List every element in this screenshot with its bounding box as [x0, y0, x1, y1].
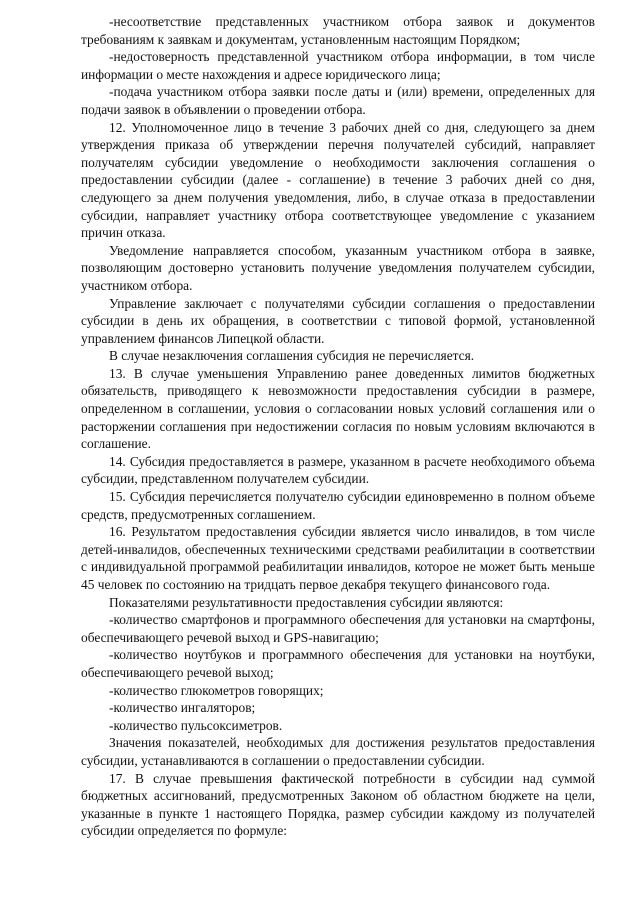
- list-item-glucometers: -количество глюкометров говорящих;: [109, 682, 324, 698]
- document-body: [81, 13, 595, 840]
- paragraph-indicators-intro: Показателями результативности предоставления субсидии являются:: [109, 594, 504, 610]
- paragraph-item-13: 13. В случае уменьшения Управлению ранее доведенных лимитов бюджетных обязательств, приводящего к невозможности предоставления субсидии в размере, определенном в соглашении, условия о согласовании новых условий соглашения или о расторжении соглашения при недостижении согласия по новым условиям включаются в соглашение.: [81, 365, 595, 452]
- list-item-inhalers: -количество ингаляторов;: [109, 700, 256, 716]
- paragraph-no-agreement: В случае незаключения соглашения субсидия не перечисляется.: [109, 348, 475, 364]
- paragraph-item-12: 12. Уполномоченное лицо в течение 3 рабочих дней со дня, следующего за днем утверждения приказа об утверждении перечня получателей субсидий, направляет получателям субсидии уведомление о необходимости заключения соглашения о предоставлении субсидии (далее - соглашение) в течение 3 рабочих дней со дня, следующего за днем получения уведомления, либо, в случае отказа в предоставлении субсидии, направляет участнику отбора соответствующее уведомление с указанием причин отказа.: [81, 119, 595, 241]
- paragraph-late-submission: -подача участником отбора заявки после даты и (или) времени, определенных для подачи заявок в объявлении о проведении отбора.: [81, 84, 595, 117]
- list-item-laptops: -количество ноутбуков и программного обеспечения для установки на ноутбуки, обеспечивающего речевой выход;: [81, 647, 595, 680]
- list-item-pulse-oximeters: -количество пульсоксиметров.: [109, 717, 283, 733]
- paragraph-item-15: 15. Субсидия перечисляется получателю субсидии единовременно в полном объеме средств, предусмотренных соглашением.: [81, 489, 595, 522]
- paragraph-nonconformity: -несоответствие представленных участником отбора заявок и документов требованиям к заявкам и документам, установленным настоящим Порядком;: [81, 14, 595, 47]
- paragraph-indicator-values: Значения показателей, необходимых для достижения результатов предоставления субсидии, устанавливаются в соглашении о предоставлении субсидии.: [81, 735, 595, 768]
- paragraph-item-17: 17. В случае превышения фактической потребности в субсидии над суммой бюджетных ассигнований, предусмотренных Законом об областном бюджете на цели, указанные в пункте 1 настоящего Порядка, размер субсидии каждому из получателей субсидии определяется по формуле:: [81, 770, 595, 839]
- paragraph-notification: Уведомление направляется способом, указанным участником отбора в заявке, позволяющим достоверно установить получение уведомления получателем субсидии, участником отбора.: [81, 242, 595, 293]
- paragraph-item-16: 16. Результатом предоставления субсидии является число инвалидов, в том числе детей-инвалидов, обеспеченных техническими средствами реабилитации в соответствии с индивидуальной программой реабилитации инвалидов, которое не может быть меньше 45 человек по состоянию на тридцать первое декабря текущего финансового года.: [81, 524, 595, 592]
- paragraph-item-14: 14. Субсидия предоставляется в размере, указанном в расчете необходимого объема субсидии, представленном получателем субсидии.: [81, 453, 595, 487]
- paragraph-agreement: Управление заключает с получателями субсидии соглашения о предоставлении субсидии в день их обращения, в соответствии с типовой формой, установленной управлением финансов Липецкой области.: [81, 295, 595, 346]
- list-item-smartphones: -количество смартфонов и программного обеспечения для установки на смартфоны, обеспечивающего речевой выход и GPS-навигацию;: [81, 612, 595, 645]
- paragraph-unreliability: -недостоверность представленной участником отбора информации, в том числе информации о месте нахождения и адресе юридического лица;: [81, 49, 595, 82]
